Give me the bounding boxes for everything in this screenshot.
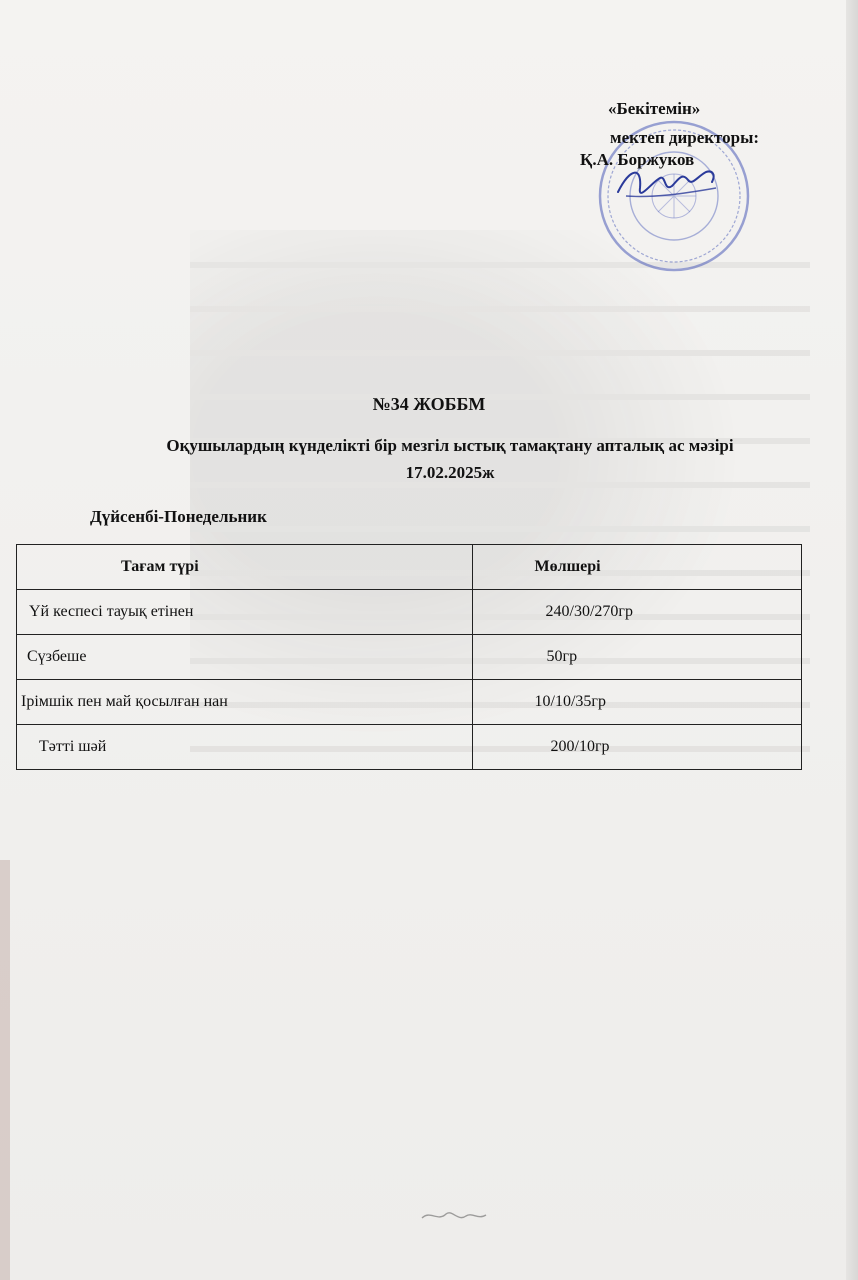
dish-cell: Ірімшік пен май қосылған нан [17,680,473,725]
amount-cell: 240/30/270гр [472,590,802,635]
header-dish: Тағам түрі [17,545,473,590]
dish-cell: Үй кеспесі тауық етінен [17,590,473,635]
document-title: №34 ЖОББМ [372,394,486,414]
header-amount: Мөлшері [472,545,802,590]
dish-cell: Сүзбеше [17,635,473,680]
table-row [17,725,802,770]
amount-cell: 10/10/35гр [472,680,802,725]
table-header-row [17,545,802,590]
day-label: Дүйсенбі-Понедельник [90,507,267,526]
approval-line-2: мектеп директоры: [610,128,760,147]
document-date: 17.02.2025ж [405,463,495,482]
approval-line-3: Қ.А. Боржуков [580,150,695,169]
menu-table [16,544,802,770]
document-subtitle: Оқушылардың күнделікті бір мезгіл ыстық тамақтану апталық ас мәзірі [166,436,734,455]
signature-icon [612,158,722,208]
page-edge-right [846,0,858,1280]
amount-cell: 200/10гр [472,725,802,770]
table-row [17,590,802,635]
table-row [17,680,802,725]
scribble-mark-icon [418,1206,490,1226]
amount-cell: 50гр [472,635,802,680]
page-edge-left [0,860,10,1280]
approval-line-1: «Бекітемін» [608,99,701,118]
table-row [17,635,802,680]
dish-cell: Тәтті шәй [17,725,473,770]
